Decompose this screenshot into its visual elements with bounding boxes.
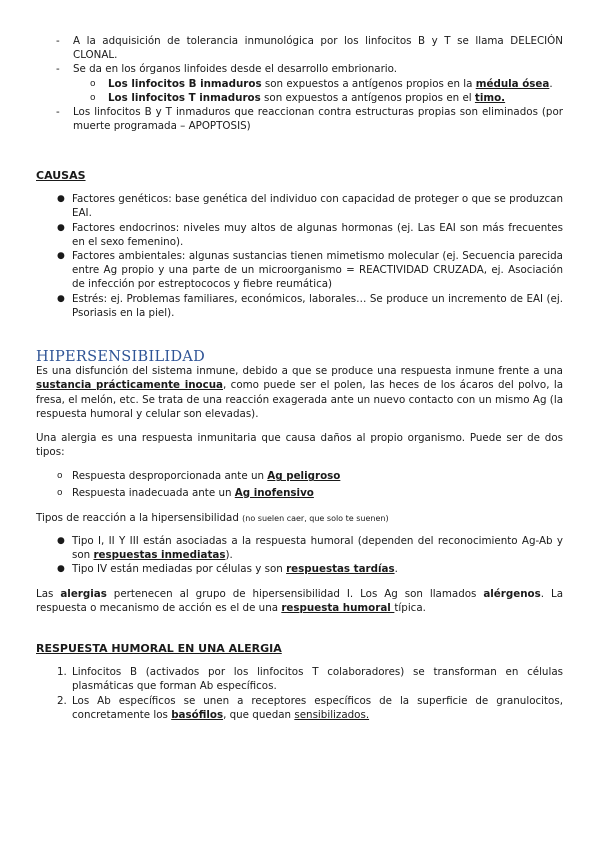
list-item bbox=[0, 221, 599, 249]
sub-list-item-text: Los linfocitos T inmaduros son expuestos a antígenos propios en el timo. bbox=[108, 91, 506, 104]
list-item bbox=[0, 665, 599, 693]
bullet-icon: ● bbox=[57, 293, 65, 304]
list-item-text: Se da en los órganos linfoides desde el desarrollo embrionario. bbox=[73, 63, 398, 76]
circle-bullet-icon: o bbox=[57, 487, 63, 498]
list-item-text: Respuesta inadecuada ante un Ag inofensivo bbox=[72, 486, 314, 499]
sub-list-item bbox=[0, 91, 599, 105]
respuesta-humoral-section bbox=[0, 642, 599, 722]
list-item-text: Factores endocrinos: niveles muy altos de algunas hormonas (ej. Las EAI son más frecuentes en el sexo femenino). bbox=[72, 221, 563, 248]
section-title: HIPERSENSIBILIDAD bbox=[36, 349, 206, 365]
list-item bbox=[0, 249, 599, 292]
bullet-icon: ● bbox=[57, 251, 65, 262]
list-item-text: Linfocitos B (activados por los linfocitos T colaboradores) se transforman en células plasmáticas que forman Ab específicos. bbox=[72, 666, 563, 693]
circle-bullet-icon: o bbox=[90, 92, 96, 103]
dash-bullet: - bbox=[56, 106, 60, 119]
list-item-text: Tipo IV están mediadas por células y son respuestas tardías. bbox=[72, 563, 398, 576]
list-item-text: Estrés: ej. Problemas familiares, económicos, laborales… Se produce un incremento de EAI (ej. Psoriasis en la piel). bbox=[72, 292, 563, 319]
list-item-text: A la adquisición de tolerancia inmunológica por los linfocitos B y T se llama DELECIÓN CLONAL. bbox=[73, 35, 563, 62]
list-item bbox=[0, 486, 599, 500]
paragraph: Una alergia es una respuesta inmunitaria que causa daños al propio organismo. Puede ser de dos tipos: bbox=[36, 432, 563, 459]
section-heading: RESPUESTA HUMORAL EN UNA ALERGIA bbox=[36, 642, 282, 655]
list-item bbox=[0, 694, 599, 722]
list-item-text: Respuesta desproporcionada ante un Ag peligroso bbox=[72, 470, 341, 483]
list-item bbox=[0, 292, 599, 320]
list-item-text: Los linfocitos B y T inmaduros que reaccionan contra estructuras propias son eliminados (por muerte programada – APOPTOSIS) bbox=[73, 106, 563, 133]
list-item-text: Los Ab específicos se unen a receptores específicos de la superficie de granulocitos, concretamente los basófilos, que quedan sensibilizados. bbox=[72, 694, 563, 721]
hipersensibilidad-section bbox=[0, 350, 599, 615]
circle-bullet-icon: o bbox=[90, 78, 96, 89]
paragraph: Tipos de reacción a la hipersensibilidad (no suelen caer, que solo te suenen) bbox=[36, 511, 389, 524]
bullet-icon: ● bbox=[57, 536, 65, 547]
dash-bullet: - bbox=[56, 35, 60, 47]
causas-section bbox=[0, 169, 599, 320]
list-item bbox=[0, 469, 599, 483]
list-number: 2. bbox=[57, 694, 67, 707]
dash-bullet: - bbox=[56, 63, 60, 76]
list-item-text: Tipo I, II Y III están asociadas a la respuesta humoral (dependen del reconocimiento Ag-Ab y son respuestas inmediatas). bbox=[72, 535, 563, 562]
circle-bullet-icon: o bbox=[57, 471, 63, 482]
sub-list-item-text: Los linfocitos B inmaduros son expuestos a antígenos propios en la médula ósea. bbox=[108, 77, 553, 90]
list-item bbox=[0, 534, 599, 562]
bullet-icon: ● bbox=[57, 564, 65, 575]
list-item bbox=[0, 62, 599, 76]
section-heading: CAUSAS bbox=[36, 169, 86, 182]
sub-list-item bbox=[0, 77, 599, 91]
list-item bbox=[0, 105, 599, 133]
bullet-icon: ● bbox=[57, 194, 65, 205]
intro-list bbox=[0, 34, 599, 133]
list-item bbox=[0, 562, 599, 576]
list-item bbox=[0, 192, 599, 220]
bullet-icon: ● bbox=[57, 222, 65, 233]
list-item-text: Factores ambientales: algunas sustancias tienen mimetismo molecular (ej. Secuencia parecida entre Ag propio y una parte de un microorganismo = REACTIVIDAD CRUZADA, ej. Asociación de infección por estreptococos y fiebre reumática) bbox=[72, 250, 563, 291]
list-item-text: Factores genéticos: base genética del individuo con capacidad de proteger o que se produzcan EAI. bbox=[72, 193, 563, 220]
list-number: 1. bbox=[57, 666, 67, 679]
list-item bbox=[0, 34, 599, 62]
paragraph: Es una disfunción del sistema inmune, debido a que se produce una respuesta inmune frente a una sustancia prácticamente inocua, como puede ser el polen, las heces de los ácaros del polvo, la fresa, el melón, etc. Se trata de una reacción exagerada ante un nuevo contacto con un mismo Ag (la respuesta humoral y celular son elevadas). bbox=[36, 365, 564, 420]
paragraph: Las alergias pertenecen al grupo de hipersensibilidad I. Los Ag son llamados alérgenos. La respuesta o mecanismo de acción es el de una respuesta humoral típica. bbox=[36, 587, 564, 614]
